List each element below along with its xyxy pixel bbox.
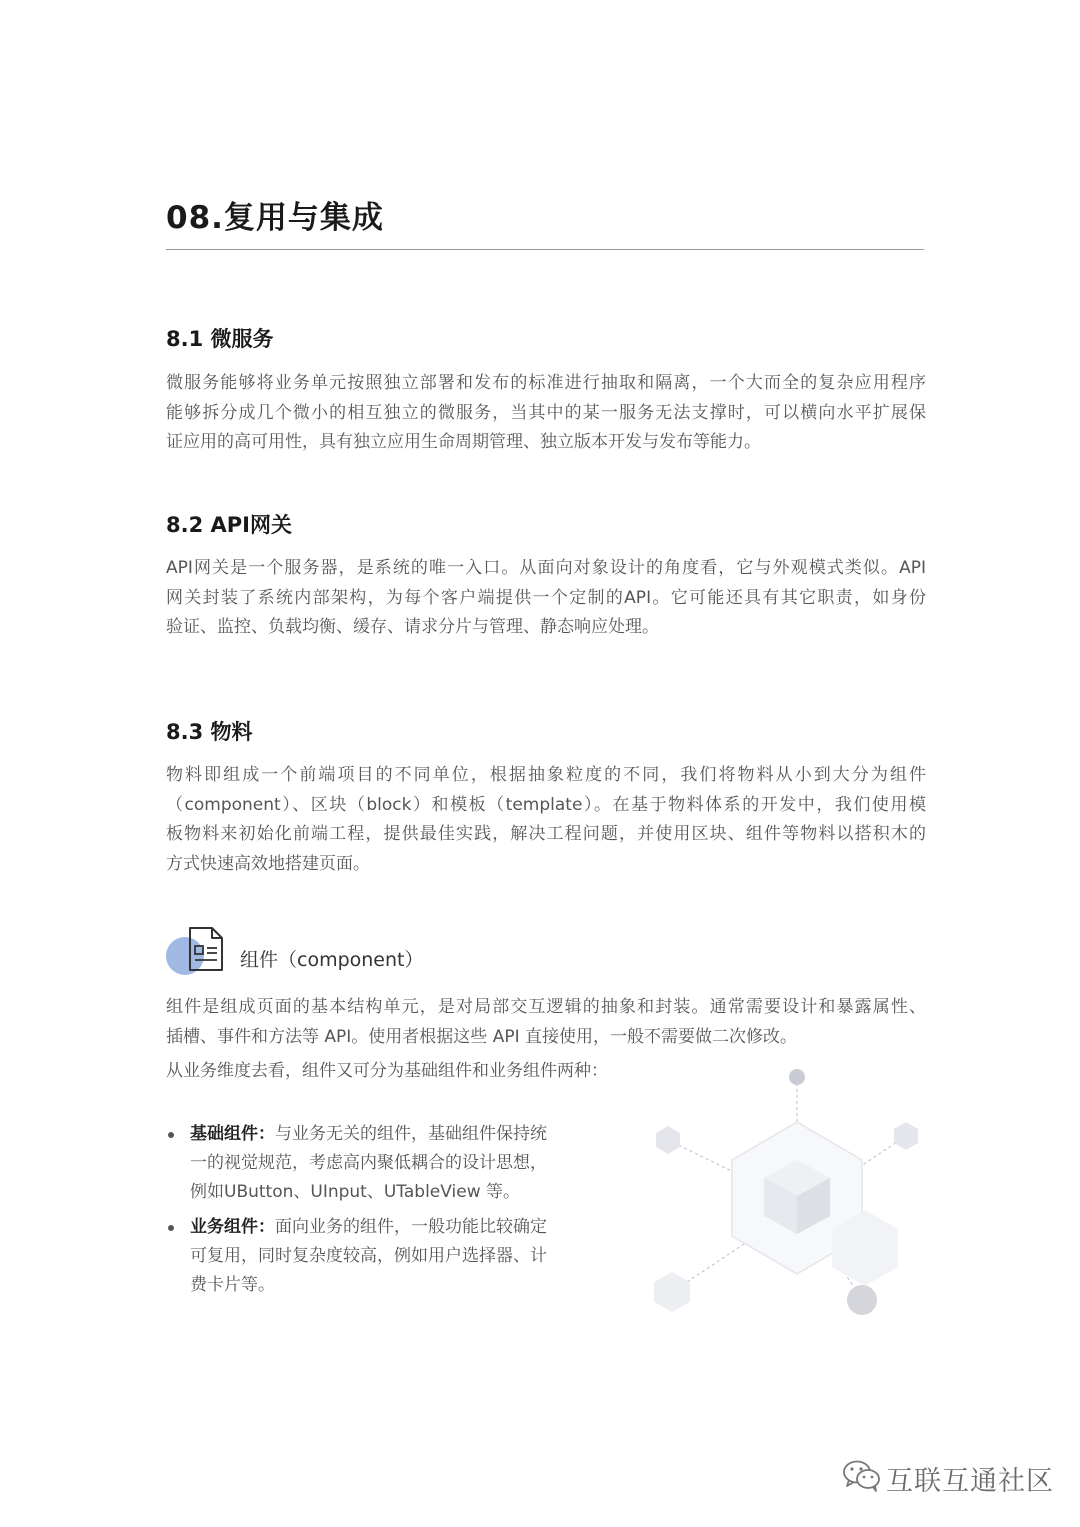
chapter-title: 08.复用与集成 [166, 200, 384, 236]
bullet-term: 基础组件： [190, 1124, 275, 1144]
chapter-divider [166, 249, 924, 250]
bullet-text: 可复用，同时复杂度较高，例如用户选择器、计 [190, 1246, 547, 1266]
component-type-list [166, 1120, 586, 1306]
body-line: 验证、监控、负载均衡、缓存、请求分片与管理、静态响应处理。 [166, 617, 659, 637]
watermark-text: 互联互通社区 [886, 1466, 1054, 1497]
body-line: 能够拆分成几个微小的相互独立的微服务，当其中的某一服务无法支撑时，可以横向水平扩展保 [166, 402, 926, 423]
section-title-materials: 8.3 物料 [166, 720, 253, 744]
bullet-text: 费卡片等。 [190, 1275, 275, 1295]
wechat-icon [842, 1459, 882, 1493]
body-line: 方式快速高效地搭建页面。 [166, 853, 370, 874]
component-body [166, 993, 926, 1052]
body-line: 组件是组成页面的基本结构单元，是对局部交互逻辑的抽象和封装。通常需要设计和暴露属性、 [166, 997, 926, 1017]
watermark [842, 1455, 1052, 1499]
bullet-dot-icon [168, 1225, 174, 1231]
body-line: 物料即组成一个前端项目的不同单位，根据抽象粒度的不同，我们将物料从小到大分为组件 [166, 765, 926, 785]
bullet-text: 面向业务的组件，一般功能比较确定 [275, 1217, 547, 1237]
body-line: 板物料来初始化前端工程，提供最佳实践，解决工程问题，并使用区块、组件等物料以搭积木的 [166, 824, 926, 844]
section-title-api-gateway: 8.2 API网关 [166, 513, 292, 537]
body-line: 微服务能够将业务单元按照独立部署和发布的标准进行抽取和隔离，一个大而全的复杂应用程序 [166, 373, 926, 393]
document-icon [186, 925, 226, 973]
body-line: 插槽、事件和方法等 API。使用者根据这些 API 直接使用，一般不需要做二次修改。 [166, 1026, 797, 1047]
bullet-dot-icon [168, 1132, 174, 1138]
section-body-microservices [166, 369, 926, 458]
list-item [166, 1120, 586, 1207]
bullet-text: 与业务无关的组件，基础组件保持统 [275, 1124, 547, 1144]
list-item [166, 1213, 586, 1300]
cube-network-illustration [640, 1060, 940, 1330]
section-body-materials [166, 761, 926, 879]
section-title-microservices: 8.1 微服务 [166, 327, 274, 351]
body-line: 证应用的高可用性，具有独立应用生命周期管理、独立版本开发与发布等能力。 [166, 432, 761, 452]
body-line: 网关封装了系统内部架构，为每个客户端提供一个定制的API。它可能还具有其它职责，如身份 [166, 587, 926, 608]
section-body-api-gateway [166, 554, 926, 643]
body-line: API网关是一个服务器，是系统的唯一入口。从面向对象设计的角度看，它与外观模式类似。API [166, 558, 926, 578]
bullet-term: 业务组件： [190, 1217, 275, 1237]
component-heading [166, 925, 466, 985]
bullet-text: 例如UButton、UInput、UTableView 等。 [190, 1182, 520, 1202]
bullet-text: 一的视觉规范，考虑高内聚低耦合的设计思想， [190, 1153, 547, 1173]
component-title: 组件（component） [240, 949, 424, 971]
body-line: （component）、区块（block）和模板（template）。在基于物料体系的开发中，我们使用模 [166, 794, 926, 815]
body-line: 从业务维度去看，组件又可分为基础组件和业务组件两种： [166, 1061, 608, 1081]
